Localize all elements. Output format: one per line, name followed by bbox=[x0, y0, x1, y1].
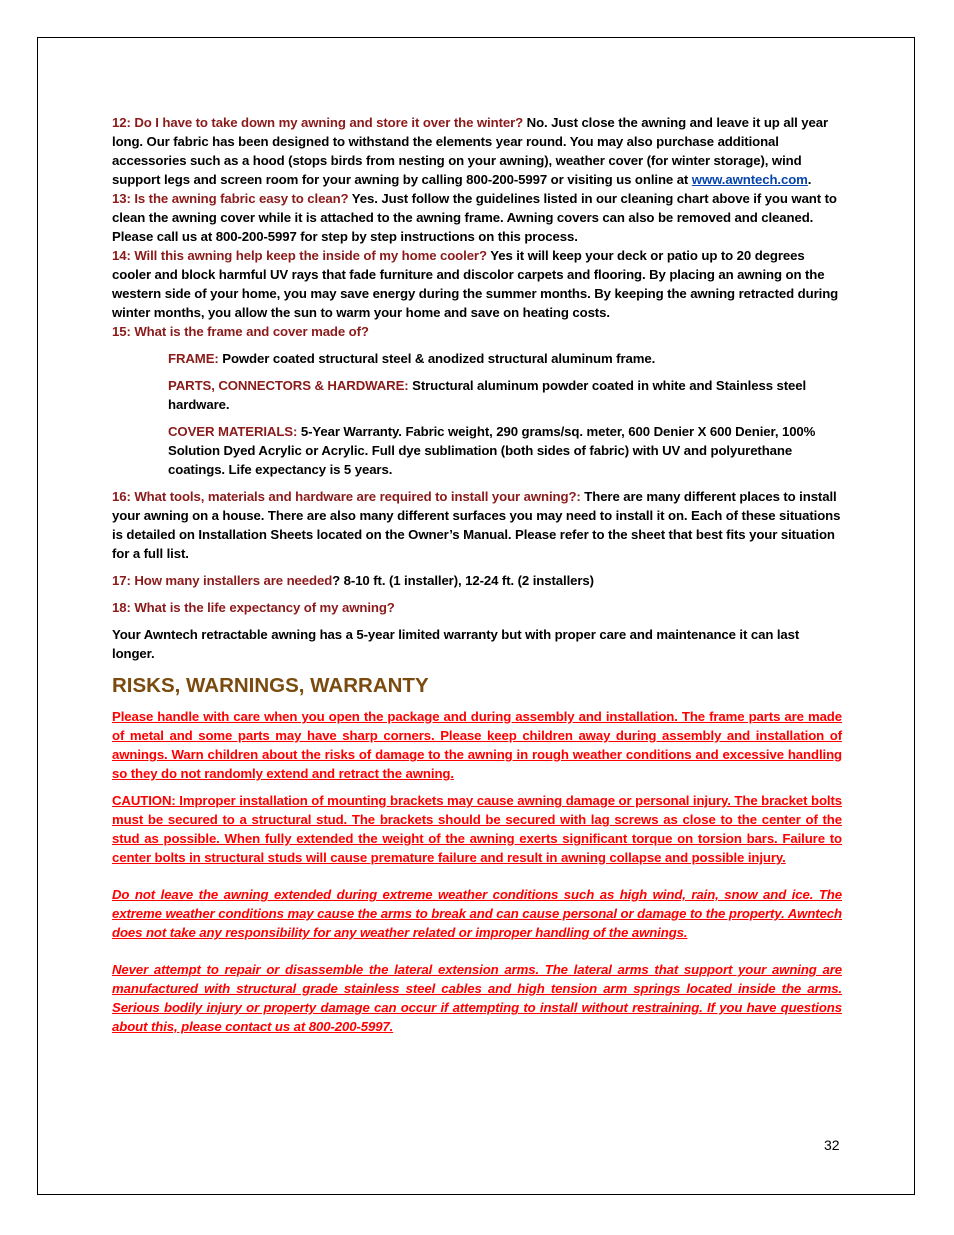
faq-13 bbox=[112, 189, 842, 246]
faq-question: 14: Will this awning help keep the inside of my home cooler? bbox=[112, 248, 487, 263]
cover-label: COVER MATERIALS: bbox=[168, 424, 298, 439]
faq-16 bbox=[112, 487, 842, 563]
cover-text: 5-Year Warranty. Fabric weight, 290 grams/sq. meter, 600 Denier X 600 Denier, 100% Solution Dyed Acrylic or Acrylic. Full dye sublimation (both sides of fabric) with UV and polyurethane coatings. Life expectancy is 5 years. bbox=[168, 424, 816, 477]
faq-answer: No. Just close the awning and leave it up all year long. Our fabric has been designed to withstand the elements year round. You may also purchase additional accessories such as a hood (stops birds from nesting on your awning), weather cover (for winter storage), wind support legs and screen room for your awning by calling 800-200-5997 or visiting us online at bbox=[112, 115, 828, 187]
faq-question: 12: Do I have to take down my awning and store it over the winter? bbox=[112, 115, 524, 130]
warning-weather: Do not leave the awning extended during extreme weather conditions such as high wind, rain, snow and ice. The extreme weather conditions may cause the arms to break and can cause personal or damage to the property. Awntech does not take any responsibility for any weather related or improper handling of the awnings. bbox=[112, 887, 842, 940]
parts-spec bbox=[168, 376, 842, 414]
faq-question: 16: What tools, materials and hardware are required to install your awning?: bbox=[112, 489, 581, 504]
warning-arms: Never attempt to repair or disassemble the lateral extension arms. The lateral arms that support your awning are manufactured with structural grade stainless steel cables and high tension arm springs located inside the arms. Serious bodily injury or property damage can occur if attempting to install without restraining. If you have questions about this, please contact us at 800-200-5997. bbox=[112, 962, 842, 1034]
faq-15 bbox=[112, 322, 842, 341]
faq-14 bbox=[112, 246, 842, 322]
faq-question: 15: What is the frame and cover made of? bbox=[112, 324, 369, 339]
faq-question: 18: What is the life expectancy of my awning? bbox=[112, 600, 395, 615]
faq-answer-end: . bbox=[807, 172, 812, 187]
faq-question: 17: How many installers are needed bbox=[112, 573, 333, 588]
frame-text: Powder coated structural steel & anodized structural aluminum frame. bbox=[218, 351, 656, 366]
parts-text: Structural aluminum powder coated in white and Stainless steel hardware. bbox=[168, 378, 807, 412]
warning-handling: Please handle with care when you open the package and during assembly and installation. The frame parts are made of metal and some parts may have sharp corners. Please keep children away during assembly and installation of awnings. Warn children about the risks of damage to the awning in rough weather conditions and excessive handling so they do not randomly extend and retract the awning. bbox=[112, 709, 842, 781]
page-number: 32 bbox=[824, 1137, 840, 1153]
awntech-link[interactable]: www.awntech.com bbox=[691, 172, 808, 187]
faq-answer: ? 8-10 ft. (1 installer), 12-24 ft. (2 installers) bbox=[332, 573, 594, 588]
page-content bbox=[112, 113, 842, 1036]
faq-answer: Yes. Just follow the guidelines listed in our cleaning chart above if you want to clean the awning cover while it is attached to the awning frame. Awning covers can also be removed and cleaned. Please call us at 800-200-5997 for step by step instructions on this process. bbox=[112, 191, 837, 244]
parts-label: PARTS, CONNECTORS & HARDWARE: bbox=[168, 378, 409, 393]
faq-12 bbox=[112, 113, 842, 189]
faq-17 bbox=[112, 571, 842, 590]
faq-18-answer: Your Awntech retractable awning has a 5-year limited warranty but with proper care and maintenance it can last longer. bbox=[112, 627, 800, 661]
faq-answer: There are many different places to install your awning on a house. There are also many different surfaces you may need to install it on. Each of these situations is detailed on Installation Sheets located on the Owner’s Manual. Please refer to the sheet that best fits your situation for a full list. bbox=[112, 489, 841, 561]
cover-spec bbox=[168, 422, 842, 479]
faq-18 bbox=[112, 598, 842, 617]
faq-answer: Yes it will keep your deck or patio up to 20 degrees cooler and block harmful UV rays that fade furniture and discolor carpets and flooring. By placing an awning on the western side of your home, you may save energy during the summer months. By keeping the awning retracted during winter months, you allow the sun to warm your home and save on heating costs. bbox=[112, 248, 839, 320]
frame-spec bbox=[168, 349, 842, 368]
warning-caution: CAUTION: Improper installation of mounting brackets may cause awning damage or personal injury. The bracket bolts must be secured to a structural stud. The brackets should be secured with lag screws as close to the center of the stud as possible. When fully extended the weight of the awning exerts significant torque on torsion bars. Failure to center bolts in structural studs will cause premature failure and result in awning collapse and possible injury. bbox=[112, 793, 842, 865]
section-heading: RISKS, WARNINGS, WARRANTY bbox=[112, 674, 429, 697]
frame-label: FRAME: bbox=[168, 351, 219, 366]
faq-question: 13: Is the awning fabric easy to clean? bbox=[112, 191, 349, 206]
